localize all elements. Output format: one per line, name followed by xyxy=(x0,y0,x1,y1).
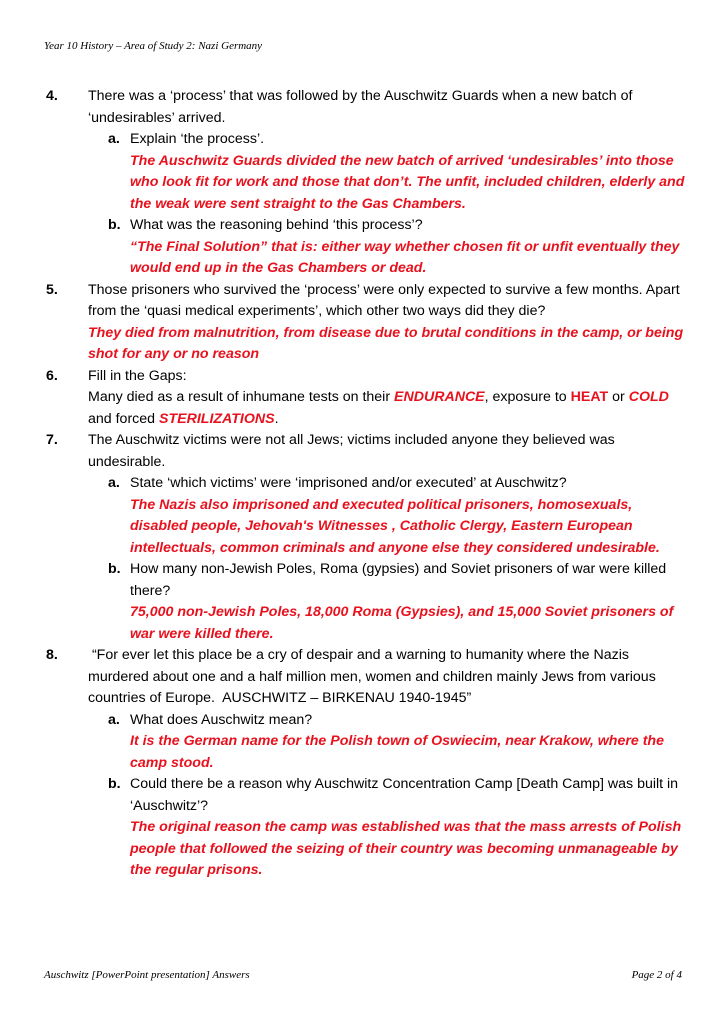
question-text: Those prisoners who survived the ‘process’ were only expected to survive a few months. Apart from the ‘quasi medical experiments’, which other two ways did they die? xyxy=(88,281,680,319)
sub-letter: b. xyxy=(108,217,121,233)
answer-text: It is the German name for the Polish town of Oswiecim, near Krakow, where the camp stood. xyxy=(130,733,664,771)
sentence-part: , exposure to xyxy=(484,389,571,405)
question-5 xyxy=(46,280,686,366)
fill-in-gaps-sentence xyxy=(88,387,686,430)
question-8 xyxy=(46,645,686,882)
gap-answer-cold: COLD xyxy=(628,389,669,405)
answer-text: 75,000 non-Jewish Poles, 18,000 Roma (Gypsies), and 15,000 Soviet prisoners of war were killed there. xyxy=(130,604,674,642)
page-header: Year 10 History – Area of Study 2: Nazi Germany xyxy=(44,40,263,52)
footer-title: Auschwitz [PowerPoint presentation] Answers xyxy=(44,969,250,981)
question-text: The Auschwitz victims were not all Jews; victims included anyone they believed was undesirable. xyxy=(88,432,615,470)
sentence-part: . xyxy=(274,410,279,427)
answer-text: They died from malnutrition, from disease due to brutal conditions in the camp, or being shot for any or no reason xyxy=(88,324,684,362)
sub-question-text: What does Auschwitz mean? xyxy=(130,711,313,728)
question-number: 5. xyxy=(46,281,58,298)
sub-question-a xyxy=(108,473,686,559)
gap-answer-endurance: ENDURANCE xyxy=(394,389,485,405)
document-body xyxy=(46,86,686,882)
sub-letter: a. xyxy=(108,711,120,728)
sub-question-b xyxy=(108,774,686,882)
question-7 xyxy=(46,430,686,645)
answer-text: The Nazis also imprisoned and executed political prisoners, homosexuals, disabled people, Jehovah's Witnesses , Catholic Clergy, Eastern European intellectuals, common criminals and anyone else they considered undesirable. xyxy=(130,496,660,556)
sub-letter: b. xyxy=(108,776,121,792)
sub-letter: a. xyxy=(108,131,120,147)
sub-question-a xyxy=(108,129,686,215)
sub-question-b xyxy=(108,215,686,280)
sentence-part: Many died as a result of inhumane tests on their xyxy=(88,389,394,405)
sentence-part: and forced xyxy=(88,410,159,427)
sub-question-text: How many non-Jewish Poles, Roma (gypsies) and Soviet prisoners of war were killed there? xyxy=(130,561,667,599)
question-text: There was a ‘process’ that was followed by the Auschwitz Guards when a new batch of ‘undesirables’ arrived. xyxy=(88,88,633,126)
question-6 xyxy=(46,366,686,431)
sub-question-text: State ‘which victims’ were ‘imprisoned and/or executed’ at Auschwitz? xyxy=(130,475,567,491)
gap-answer-heat: HEAT xyxy=(570,389,609,405)
sentence-part: or xyxy=(608,389,629,405)
question-number: 6. xyxy=(46,367,58,384)
page-number: Page 2 of 4 xyxy=(631,969,682,981)
question-quote: “For ever let this place be a cry of despair and a warning to humanity where the Nazis murdered about one and a half million men, women and children mainly Jews from various countries of Europe. AUSCHWITZ – BIRKENAU 1940-1945” xyxy=(88,647,660,706)
answer-text: The Auschwitz Guards divided the new batch of arrived ‘undesirables’ into those who look fit for work and those that don’t. The unfit, included children, elderly and the weak were sent straight to the Gas Chambers. xyxy=(130,152,685,212)
sub-question-b xyxy=(108,559,686,645)
question-number: 8. xyxy=(46,647,58,663)
sub-question-text: Could there be a reason why Auschwitz Concentration Camp [Death Camp] was built in ‘Auschwitz’? xyxy=(130,776,679,814)
sub-question-a xyxy=(108,710,686,775)
question-title: Fill in the Gaps: xyxy=(88,367,187,384)
question-number: 7. xyxy=(46,432,58,448)
answer-text: “The Final Solution” that is: either way whether chosen fit or unfit eventually they would end up in the Gas Chambers or dead. xyxy=(130,238,680,276)
sub-letter: b. xyxy=(108,561,121,577)
page-footer xyxy=(44,969,682,981)
question-number: 4. xyxy=(46,88,58,104)
answer-text: The original reason the camp was established was that the mass arrests of Polish people that followed the seizing of their country was becoming unmanageable by the regular prisons. xyxy=(130,819,682,878)
sub-question-text: Explain ‘the process’. xyxy=(130,131,265,147)
question-4 xyxy=(46,86,686,280)
gap-answer-sterilizations: STERILIZATIONS xyxy=(159,410,275,427)
sub-letter: a. xyxy=(108,475,120,491)
sub-question-text: What was the reasoning behind ‘this process’? xyxy=(130,217,423,233)
